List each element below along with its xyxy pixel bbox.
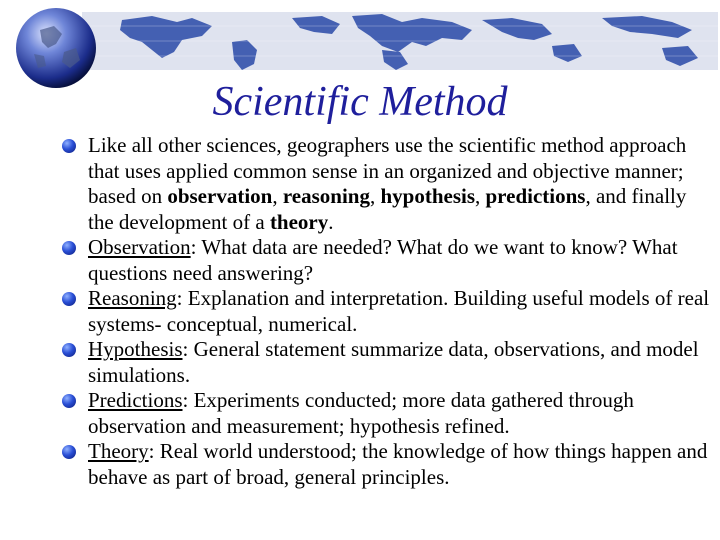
item-text: : General statement summarize data, observations, and model simulations.: [88, 337, 699, 387]
item-term: Hypothesis: [88, 337, 183, 361]
item-text: ,: [369, 184, 381, 208]
item-text: .: [328, 209, 334, 234]
bold-term: reasoning: [282, 184, 370, 208]
sphere-bullet-icon: [62, 394, 76, 408]
item-term: Reasoning: [88, 286, 177, 310]
sphere-bullet-icon: [62, 445, 76, 459]
item-text: : Real world understood; the knowledge of how things happen and behave as part of broad, general principles.: [88, 439, 708, 489]
sphere-bullet-icon: [62, 343, 76, 357]
sphere-bullet-icon: [62, 139, 76, 153]
item-text: ,: [475, 184, 486, 208]
item-text: : Experiments conducted; more data gathered through observation and measurement; hypothesis refined.: [88, 388, 634, 438]
list-item: [60, 133, 710, 235]
list-item: [60, 337, 710, 388]
bold-term: theory: [269, 209, 329, 234]
item-text: Like all other sciences, geographers use the scientific method approach that uses applied common sense in an organized and objective manner; based on: [88, 133, 687, 208]
item-text: ,: [272, 184, 283, 208]
bold-term: predictions: [485, 184, 586, 208]
item-term: Observation: [88, 235, 191, 259]
bold-term: hypothesis: [380, 184, 475, 208]
bullet-list: [60, 133, 710, 490]
sphere-bullet-icon: [62, 241, 76, 255]
list-item: [60, 235, 710, 286]
bold-term: observation: [167, 184, 273, 208]
list-item: [60, 388, 710, 439]
sphere-bullet-icon: [62, 292, 76, 306]
item-text: , and finally the development of a: [88, 184, 687, 234]
world-map-banner: [82, 12, 718, 70]
slide-title: Scientific Method: [212, 79, 508, 125]
item-text: : What data are needed? What do we want to know? What questions need answering?: [88, 235, 678, 285]
list-item: [60, 286, 710, 337]
list-item: [60, 439, 710, 490]
item-term: Theory: [88, 439, 149, 463]
item-term: Predictions: [88, 388, 183, 412]
world-map-icon: [82, 12, 718, 70]
item-text: : Explanation and interpretation. Building useful models of real systems- conceptual, numerical.: [88, 286, 710, 336]
